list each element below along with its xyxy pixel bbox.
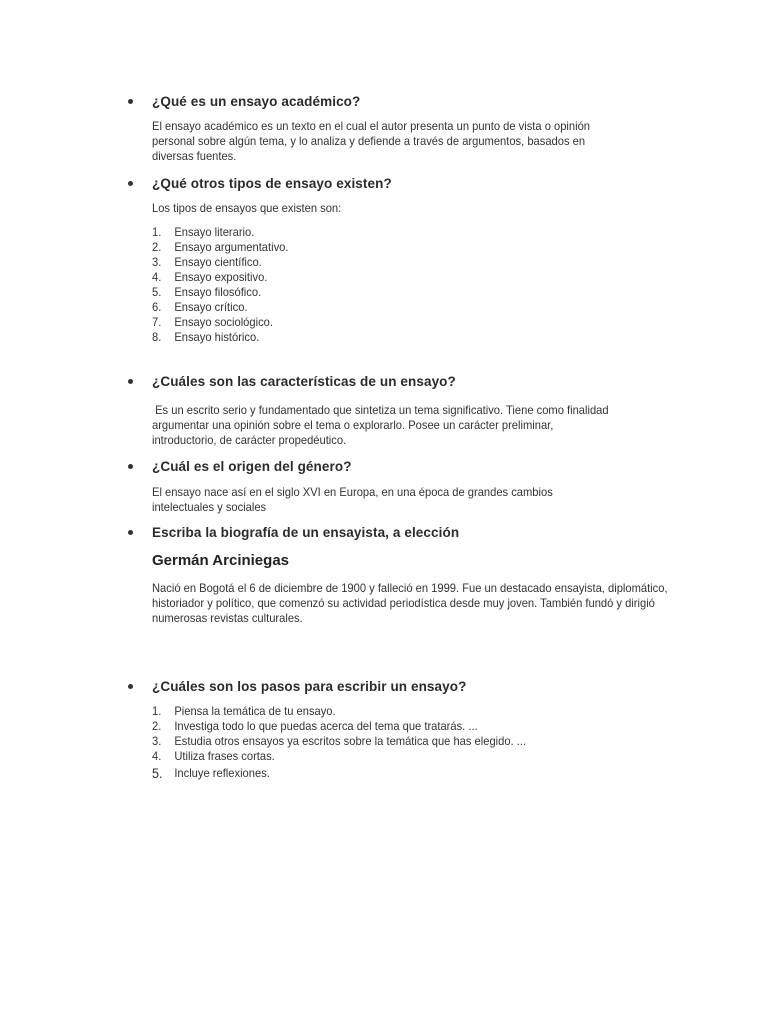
essay-types-list: [152, 225, 288, 345]
answer-paragraph: El ensayo académico es un texto en el cual el autor presenta un punto de vista o opinión personal sobre algún tema, y lo analiza y defiende a través de argumentos, basados en diversas fuentes.: [152, 119, 591, 163]
bullet-icon: [128, 181, 133, 186]
essay-steps-list: [152, 704, 526, 781]
question-heading: ¿Cuál es el origen del género?: [152, 459, 352, 474]
question-heading: ¿Qué otros tipos de ensayo existen?: [152, 176, 392, 191]
biography-paragraph: Nació en Bogotá el 6 de diciembre de 1900 y falleció en 1999. Fue un destacado ensayista, diplomático, historiador y político, que comenzó su actividad periodística desde muy joven. También fundó y dirigió numerosas revistas culturales.: [152, 581, 668, 625]
list-item: 5. Ensayo filosófico.: [152, 285, 262, 299]
list-item: 4. Utiliza frases cortas.: [152, 749, 275, 763]
list-item: 1. Piensa la temática de tu ensayo.: [152, 704, 336, 718]
question-heading: ¿Qué es un ensayo académico?: [152, 94, 361, 109]
list-item: 6. Ensayo crítico.: [152, 300, 248, 314]
bullet-icon: [128, 99, 133, 104]
bullet-icon: [128, 379, 133, 384]
list-item: 4. Ensayo expositivo.: [152, 270, 268, 284]
question-heading: ¿Cuáles son los pasos para escribir un ensayo?: [152, 679, 467, 694]
list-item: 8. Ensayo histórico.: [152, 330, 260, 344]
bullet-icon: [128, 684, 133, 689]
answer-paragraph: Es un escrito serio y fundamentado que sintetiza un tema significativo. Tiene como finalidad argumentar una opinión sobre el tema o explorarlo. Posee un carácter preliminar, introductorio, de carácter propedéutico.: [152, 403, 612, 447]
answer-paragraph: Los tipos de ensayos que existen son:: [152, 201, 342, 215]
list-item: 3. Ensayo científico.: [152, 255, 262, 269]
bullet-icon: [128, 530, 133, 535]
list-item: 7. Ensayo sociológico.: [152, 315, 273, 329]
list-item: 2. Ensayo argumentativo.: [152, 240, 289, 254]
list-item: 1. Ensayo literario.: [152, 225, 255, 239]
essayist-name: Germán Arciniegas: [152, 552, 289, 569]
answer-paragraph: El ensayo nace así en el siglo XVI en Europa, en una época de grandes cambios intelectuales y sociales: [152, 485, 553, 514]
list-item: 3. Estudia otros ensayos ya escritos sobre la temática que has elegido. ...: [152, 734, 527, 748]
question-heading: ¿Cuáles son las características de un ensayo?: [152, 374, 456, 389]
question-heading: Escriba la biografía de un ensayista, a elección: [152, 525, 460, 540]
list-item: 5. Incluye reflexiones.: [152, 766, 270, 781]
list-item: 2. Investiga todo lo que puedas acerca del tema que tratarás. ...: [152, 719, 478, 733]
bullet-icon: [128, 464, 133, 469]
